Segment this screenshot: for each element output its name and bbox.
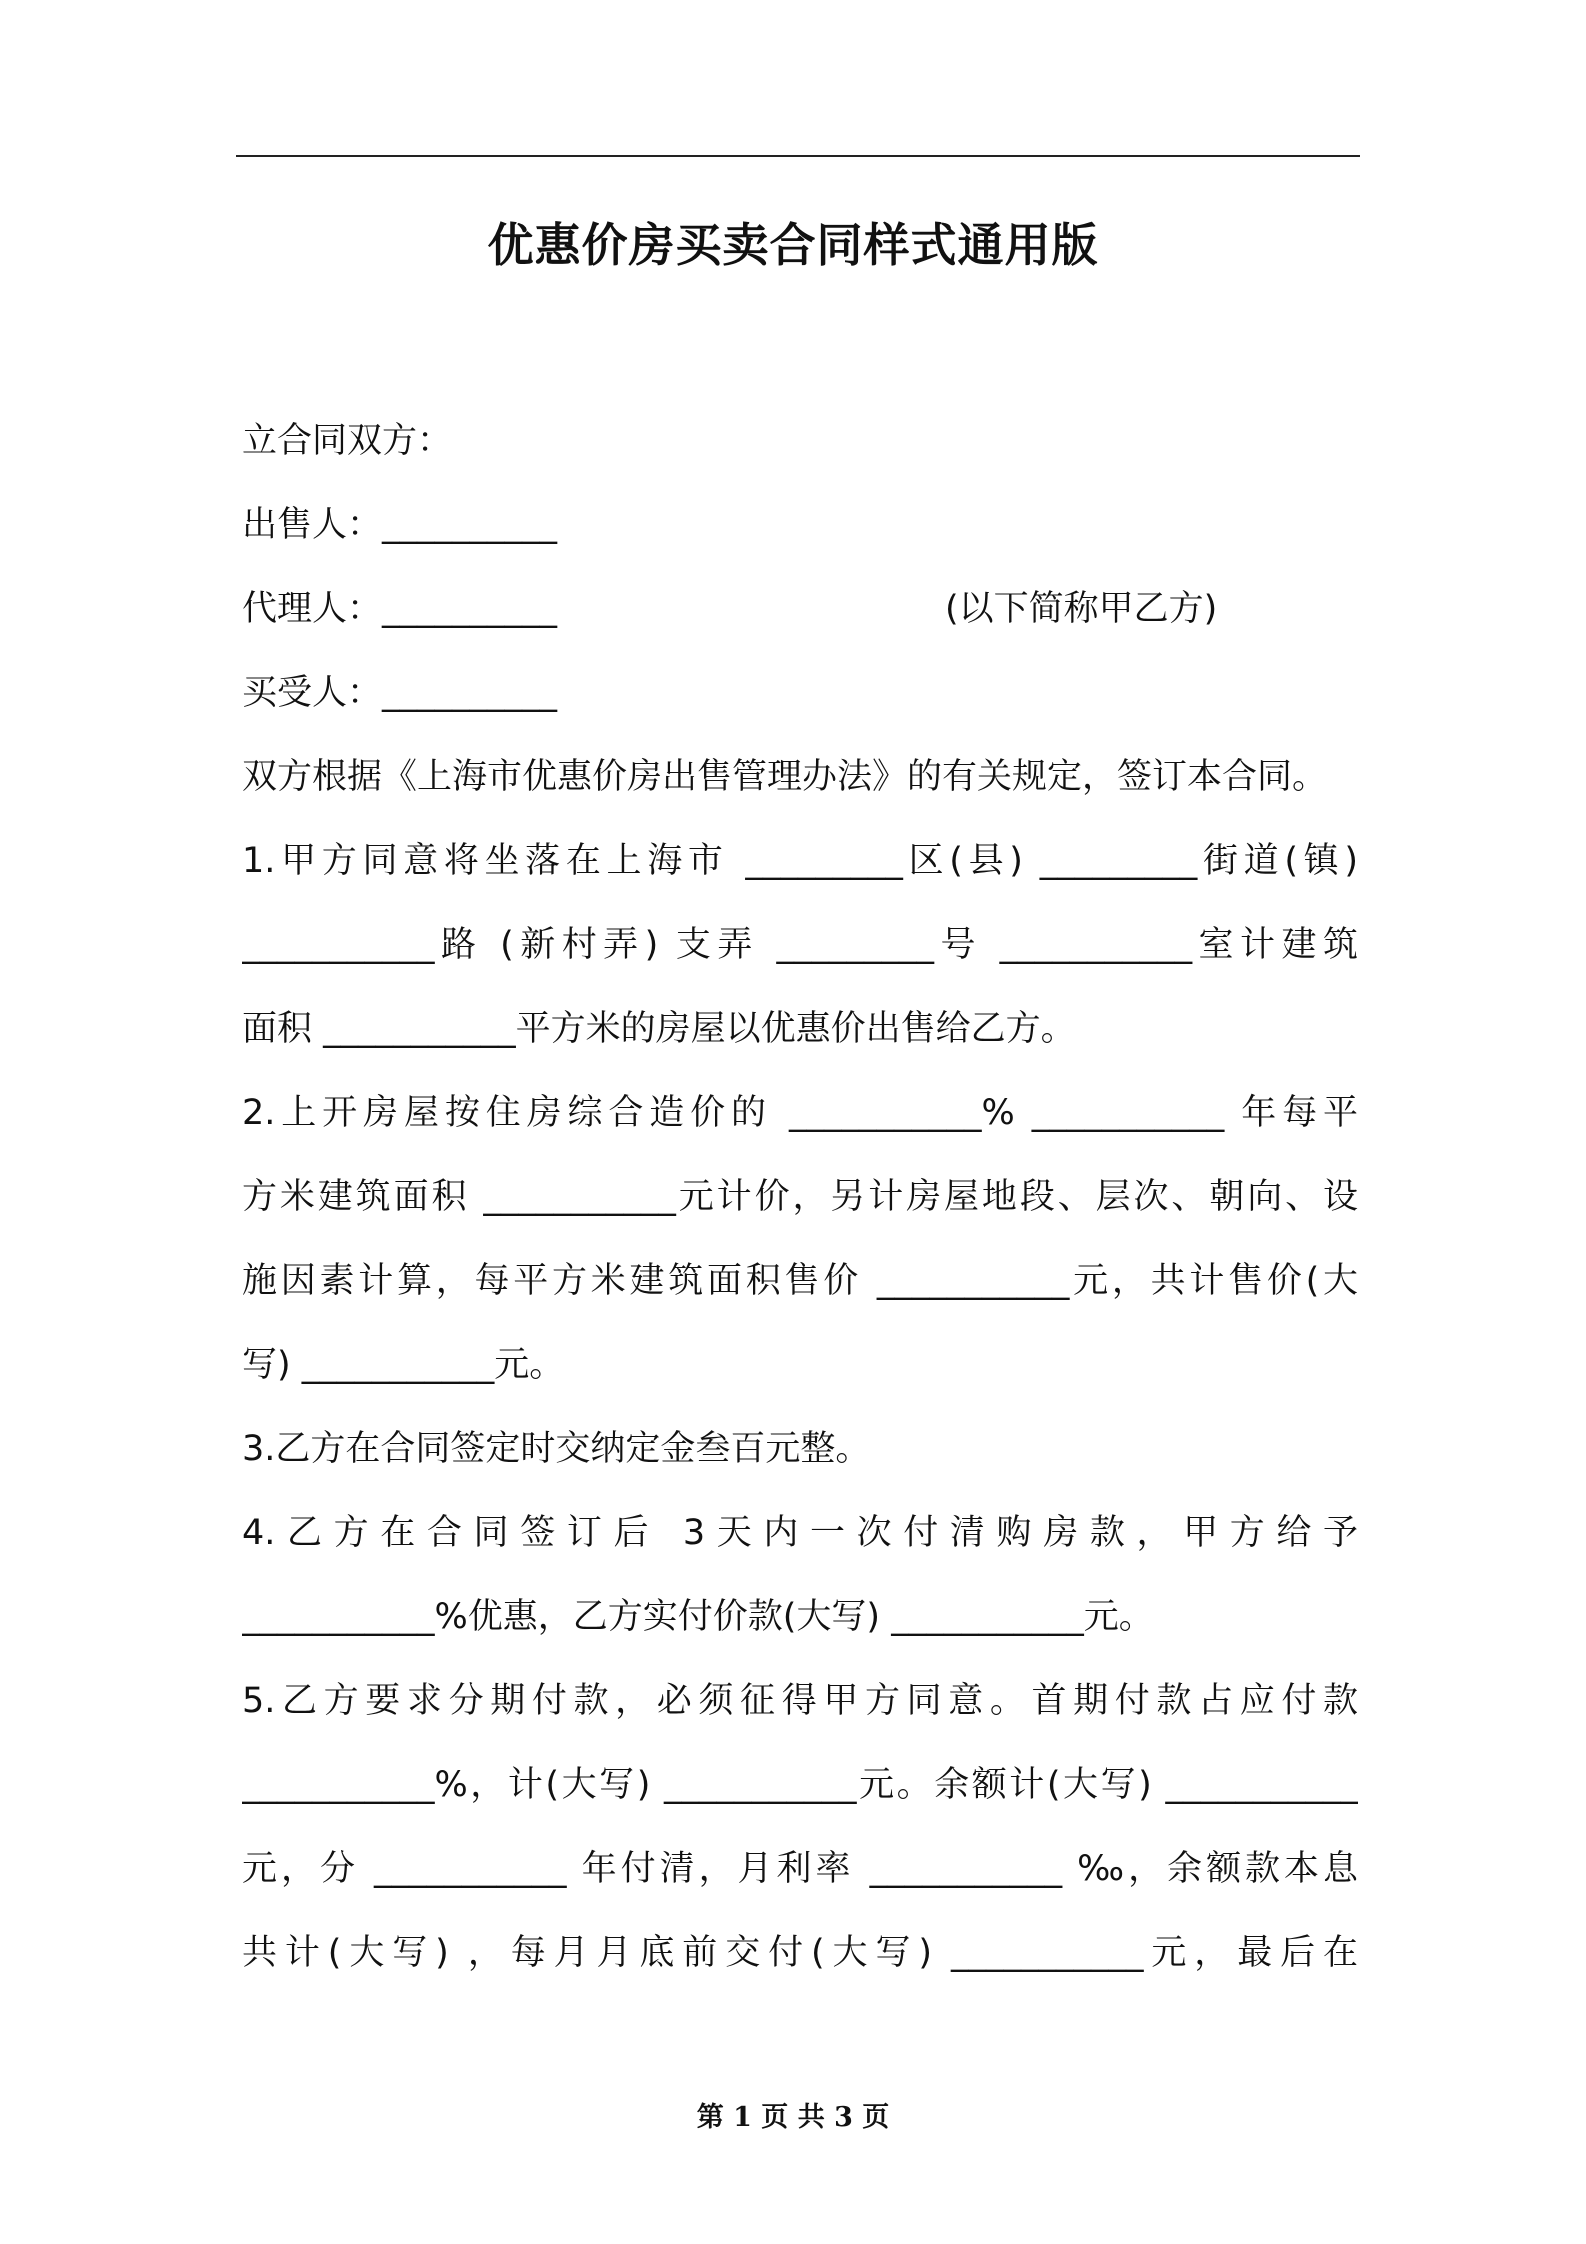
parties-heading: 立合同双方： bbox=[242, 421, 453, 461]
clause-5-line-2: ___________%，计(大写) ___________元。余额计(大写) ___________ bbox=[242, 1765, 1358, 1805]
clause-2-line-4: 写) ___________元。 bbox=[242, 1345, 565, 1385]
page-title: 优惠价房买卖合同样式通用版 bbox=[487, 218, 1099, 272]
clause-5-line-4: 共计(大写) ，每月月底前交付(大写) ___________元，最后在 bbox=[242, 1933, 1358, 1973]
agent-line bbox=[242, 567, 1358, 651]
clause-5-line-3: 元，分 ___________ 年付清，月利率 ___________ ‰，余额款本息 bbox=[242, 1849, 1358, 1889]
seller-line: 出售人：__________ bbox=[242, 505, 558, 545]
clause-5-line-1: 5.乙方要求分期付款，必须征得甲方同意。首期付款占应付款 bbox=[242, 1681, 1358, 1721]
header-rule bbox=[236, 155, 1360, 157]
clause-1-line-2: ___________路 (新村弄) 支弄 _________号 ___________室计建筑 bbox=[242, 925, 1358, 965]
clause-1-line-3: 面积 ___________平方米的房屋以优惠价出售给乙方。 bbox=[242, 1009, 1076, 1049]
clause-1-line-1: 1.甲方同意将坐落在上海市 _________区(县) _________街道(镇) bbox=[242, 841, 1358, 881]
clause-4-line-1: 4.乙方在合同签订后 3天内一次付清购房款，甲方给予 bbox=[242, 1513, 1358, 1553]
page-number-footer: 第 1 页 共 3 页 bbox=[696, 2102, 890, 2133]
buyer-line: 买受人：__________ bbox=[242, 673, 558, 713]
clause-3-line-1: 3.乙方在合同签定时交纳定金叁百元整。 bbox=[242, 1429, 871, 1469]
clause-2-line-1: 2.上开房屋按住房综合造价的 ___________% ___________ 年每平 bbox=[242, 1093, 1358, 1133]
contract-body bbox=[242, 399, 1358, 1995]
clause-2-line-2: 方米建筑面积 ___________元计价，另计房屋地段、层次、朝向、设 bbox=[242, 1177, 1358, 1217]
agent-label: 代理人：__________ bbox=[242, 589, 558, 629]
clause-4-line-2: ___________%优惠，乙方实付价款(大写) ___________元。 bbox=[242, 1597, 1154, 1637]
party-abbreviation-note: (以下简称甲乙方) bbox=[945, 589, 1218, 629]
preamble-paragraph: 双方根据《上海市优惠价房出售管理办法》的有关规定，签订本合同。 bbox=[242, 757, 1328, 797]
clause-2-line-3: 施因素计算，每平方米建筑面积售价 ___________元，共计售价(大 bbox=[242, 1261, 1358, 1301]
